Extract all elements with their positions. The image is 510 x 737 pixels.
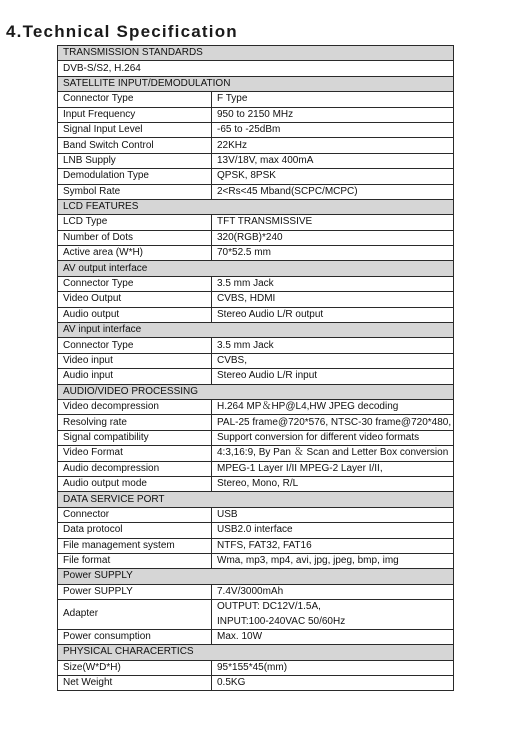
table-row bbox=[58, 415, 454, 430]
spec-value: TFT TRANSMISSIVE bbox=[212, 215, 454, 230]
table-row bbox=[58, 169, 454, 184]
table-row bbox=[58, 246, 454, 261]
spec-label: Demodulation Type bbox=[58, 169, 212, 184]
section-header: AUDIO/VIDEO PROCESSING bbox=[58, 384, 454, 399]
section-header: LCD FEATURES bbox=[58, 199, 454, 214]
table-row bbox=[58, 107, 454, 122]
spec-label: Video Output bbox=[58, 292, 212, 307]
table-row bbox=[58, 184, 454, 199]
spec-label: Size(W*D*H) bbox=[58, 660, 212, 675]
spec-value: 7.4V/3000mAh bbox=[212, 584, 454, 599]
spec-label: Input Frequency bbox=[58, 107, 212, 122]
spec-label: File format bbox=[58, 553, 212, 568]
spec-value: Wma, mp3, mp4, avi, jpg, jpeg, bmp, img bbox=[212, 553, 454, 568]
spec-label: Power SUPPLY bbox=[58, 584, 212, 599]
spec-label: Video input bbox=[58, 353, 212, 368]
spec-value: PAL-25 frame@720*576, NTSC-30 frame@720*480, bbox=[212, 415, 454, 430]
spec-label: Data protocol bbox=[58, 523, 212, 538]
table-row bbox=[58, 276, 454, 291]
spec-value: 320(RGB)*240 bbox=[212, 230, 454, 245]
spec-value: F Type bbox=[212, 92, 454, 107]
spec-label: Signal compatibility bbox=[58, 430, 212, 445]
section-header-row bbox=[58, 492, 454, 507]
spec-value: 95*155*45(mm) bbox=[212, 660, 454, 675]
spec-label: Connector Type bbox=[58, 276, 212, 291]
spec-label: Adapter bbox=[58, 600, 212, 630]
spec-label: Band Switch Control bbox=[58, 138, 212, 153]
spec-label: Symbol Rate bbox=[58, 184, 212, 199]
section-header: SATELLITE INPUT/DEMODULATION bbox=[58, 76, 454, 91]
table-row bbox=[58, 153, 454, 168]
table-row bbox=[58, 61, 454, 76]
table-row bbox=[58, 676, 454, 691]
table-row bbox=[58, 399, 454, 414]
table-row bbox=[58, 600, 454, 615]
section-header: Power SUPPLY bbox=[58, 569, 454, 584]
spec-label: Number of Dots bbox=[58, 230, 212, 245]
section-header: TRANSMISSION STANDARDS bbox=[58, 46, 454, 61]
table-row bbox=[58, 476, 454, 491]
spec-value: H.264 MP＆HP@L4,HW JPEG decoding bbox=[212, 399, 454, 414]
section-header-row bbox=[58, 569, 454, 584]
spec-value: QPSK, 8PSK bbox=[212, 169, 454, 184]
spec-full-cell: DVB-S/S2, H.264 bbox=[58, 61, 454, 76]
spec-table bbox=[57, 45, 454, 691]
section-header: PHYSICAL CHARACERTICS bbox=[58, 645, 454, 660]
spec-label: Active area (W*H) bbox=[58, 246, 212, 261]
spec-label: Video decompression bbox=[58, 399, 212, 414]
spec-value: OUTPUT: DC12V/1.5A, bbox=[212, 600, 454, 615]
table-row bbox=[58, 122, 454, 137]
table-row bbox=[58, 629, 454, 644]
spec-value: Stereo Audio L/R input bbox=[212, 369, 454, 384]
spec-value: 0.5KG bbox=[212, 676, 454, 691]
spec-label: Net Weight bbox=[58, 676, 212, 691]
section-header-row bbox=[58, 46, 454, 61]
spec-value: INPUT:100-240VAC 50/60Hz bbox=[212, 614, 454, 629]
section-header-row bbox=[58, 323, 454, 338]
section-header: AV input interface bbox=[58, 323, 454, 338]
spec-value: 70*52.5 mm bbox=[212, 246, 454, 261]
table-row bbox=[58, 292, 454, 307]
spec-label: Audio decompression bbox=[58, 461, 212, 476]
spec-value: Stereo Audio L/R output bbox=[212, 307, 454, 322]
spec-value: CVBS, HDMI bbox=[212, 292, 454, 307]
spec-value: 22KHz bbox=[212, 138, 454, 153]
spec-label: Audio output bbox=[58, 307, 212, 322]
section-header-row bbox=[58, 76, 454, 91]
table-row bbox=[58, 92, 454, 107]
spec-value: USB bbox=[212, 507, 454, 522]
spec-label: Connector bbox=[58, 507, 212, 522]
spec-value: MPEG-1 Layer I/II MPEG-2 Layer I/II, bbox=[212, 461, 454, 476]
spec-label: Power consumption bbox=[58, 629, 212, 644]
spec-value: Stereo, Mono, R/L bbox=[212, 476, 454, 491]
spec-value: 950 to 2150 MHz bbox=[212, 107, 454, 122]
spec-value: Max. 10W bbox=[212, 629, 454, 644]
table-row bbox=[58, 553, 454, 568]
spec-label: Connector Type bbox=[58, 92, 212, 107]
page-title: 4.Technical Specification bbox=[6, 22, 238, 41]
table-row bbox=[58, 230, 454, 245]
table-row bbox=[58, 523, 454, 538]
spec-value: 4:3,16:9, By Pan ＆ Scan and Letter Box conversion bbox=[212, 446, 454, 461]
table-row bbox=[58, 215, 454, 230]
spec-value: CVBS, bbox=[212, 353, 454, 368]
table-row bbox=[58, 507, 454, 522]
table-row bbox=[58, 430, 454, 445]
table-row bbox=[58, 138, 454, 153]
spec-value: 3.5 mm Jack bbox=[212, 276, 454, 291]
table-row bbox=[58, 461, 454, 476]
spec-label: Resolving rate bbox=[58, 415, 212, 430]
table-row bbox=[58, 446, 454, 461]
table-row bbox=[58, 369, 454, 384]
spec-value: NTFS, FAT32, FAT16 bbox=[212, 538, 454, 553]
spec-value: -65 to -25dBm bbox=[212, 122, 454, 137]
spec-value: USB2.0 interface bbox=[212, 523, 454, 538]
section-header: DATA SERVICE PORT bbox=[58, 492, 454, 507]
spec-label: Signal Input Level bbox=[58, 122, 212, 137]
table-row bbox=[58, 353, 454, 368]
spec-value: 2<Rs<45 Mband(SCPC/MCPC) bbox=[212, 184, 454, 199]
spec-table-body bbox=[58, 46, 454, 691]
section-header-row bbox=[58, 261, 454, 276]
spec-label: File management system bbox=[58, 538, 212, 553]
spec-label: Audio output mode bbox=[58, 476, 212, 491]
spec-value: 3.5 mm Jack bbox=[212, 338, 454, 353]
spec-label: Video Format bbox=[58, 446, 212, 461]
section-header-row bbox=[58, 645, 454, 660]
section-header: AV output interface bbox=[58, 261, 454, 276]
table-row bbox=[58, 338, 454, 353]
spec-label: LNB Supply bbox=[58, 153, 212, 168]
table-row bbox=[58, 584, 454, 599]
spec-value: 13V/18V, max 400mA bbox=[212, 153, 454, 168]
table-row bbox=[58, 307, 454, 322]
spec-value: Support conversion for different video formats bbox=[212, 430, 454, 445]
table-row bbox=[58, 660, 454, 675]
table-row bbox=[58, 538, 454, 553]
section-header-row bbox=[58, 199, 454, 214]
spec-label: Connector Type bbox=[58, 338, 212, 353]
section-header-row bbox=[58, 384, 454, 399]
spec-label: LCD Type bbox=[58, 215, 212, 230]
spec-label: Audio input bbox=[58, 369, 212, 384]
